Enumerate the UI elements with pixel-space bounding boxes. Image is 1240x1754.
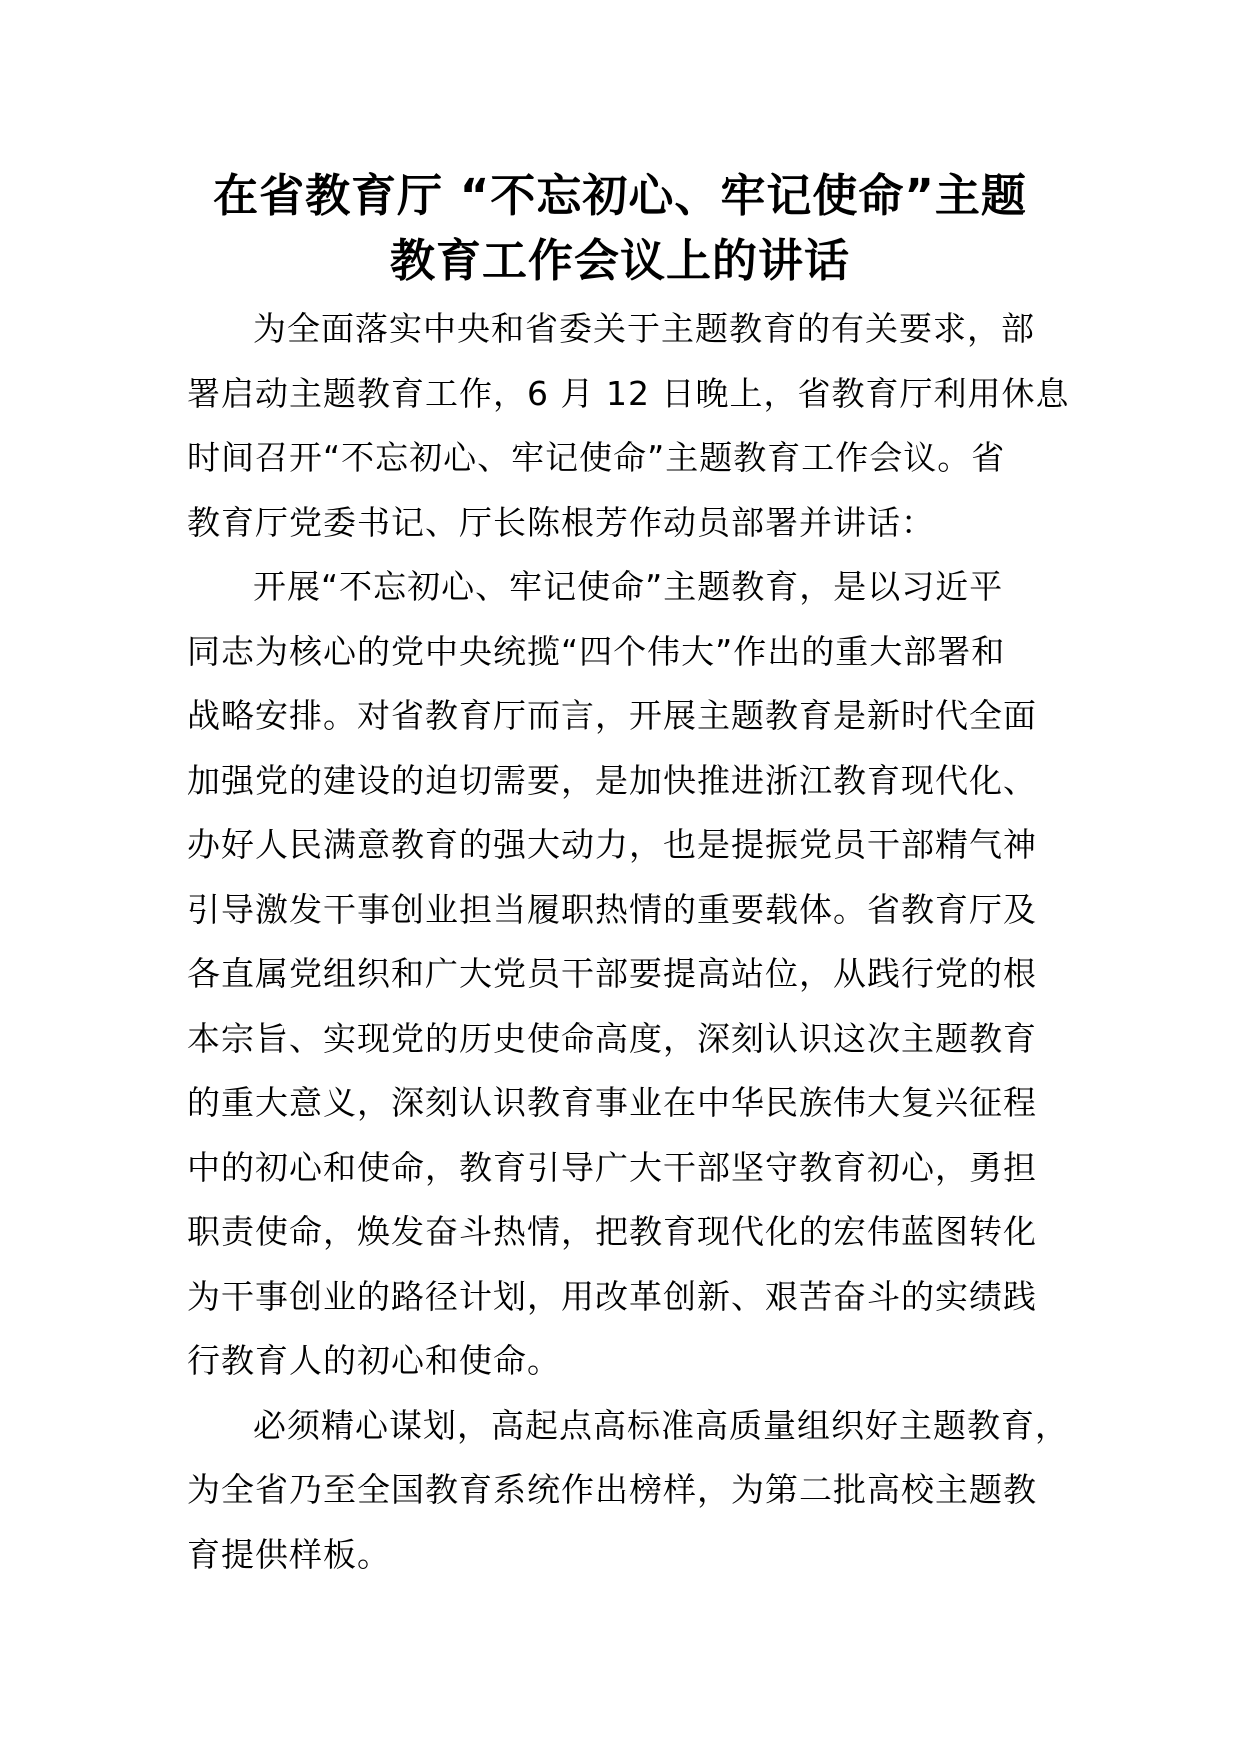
paragraph-2-line: 加强党的建设的迫切需要，是加快推进浙江教育现代化、: [187, 760, 1037, 800]
paragraph-1-line: 教育厅党委书记、厅长陈根芳作动员部署并讲话：: [187, 502, 935, 542]
paragraph-2-line: 引导激发干事创业担当履职热情的重要载体。省教育厅及: [187, 889, 1037, 929]
document-body: [187, 297, 1070, 1587]
paragraph-2-line: 各直属党组织和广大党员干部要提高站位，从践行党的根: [187, 954, 1037, 993]
paragraph-2-line: 为干事创业的路径计划，用改革创新、艰苦奋斗的实绩践: [187, 1276, 1037, 1316]
paragraph-2-line: 中的初心和使命，教育引导广大干部坚守教育初心，勇担: [187, 1147, 1037, 1187]
paragraph-1-line: 时间召开“不忘初心、牢记使命”主题教育工作会议。省: [187, 438, 1006, 477]
paragraph-2-line: 行教育人的初心和使命。: [187, 1341, 561, 1380]
paragraph-3-line: 育提供样板。: [187, 1534, 391, 1574]
paragraph-3-line: 必须精心谋划，高起点高标准高质量组织好主题教育，: [253, 1405, 1069, 1445]
paragraph-2-line: 开展“不忘初心、牢记使命”主题教育，是以习近平: [253, 567, 1004, 606]
document-title-line-1: 在省教育厅 “不忘初心、牢记使命”主题: [213, 169, 1027, 222]
document-title-line-2: 教育工作会议上的讲话: [389, 234, 850, 287]
paragraph-2-line: 同志为核心的党中央统揽“四个伟大”作出的重大部署和: [187, 631, 1006, 671]
paragraph-1-line: 署启动主题教育工作，6 月 12 日晚上，省教育厅利用休息: [187, 373, 1070, 413]
paragraph-2-line: 本宗旨、实现党的历史使命高度，深刻认识这次主题教育: [187, 1018, 1037, 1058]
paragraph-2-line: 办好人民满意教育的强大动力，也是提振党员干部精气神: [187, 825, 1037, 864]
paragraph-2-line: 战略安排。对省教育厅而言，开展主题教育是新时代全面: [187, 696, 1037, 735]
paragraph-2-line: 职责使命，焕发奋斗热情，把教育现代化的宏伟蓝图转化: [187, 1212, 1037, 1251]
paragraph-2-line: 的重大意义，深刻认识教育事业在中华民族伟大复兴征程: [187, 1083, 1037, 1122]
paragraph-3-line: 为全省乃至全国教育系统作出榜样，为第二批高校主题教: [187, 1470, 1037, 1509]
paragraph-1-line: 为全面落实中央和省委关于主题教育的有关要求，部: [253, 309, 1035, 348]
